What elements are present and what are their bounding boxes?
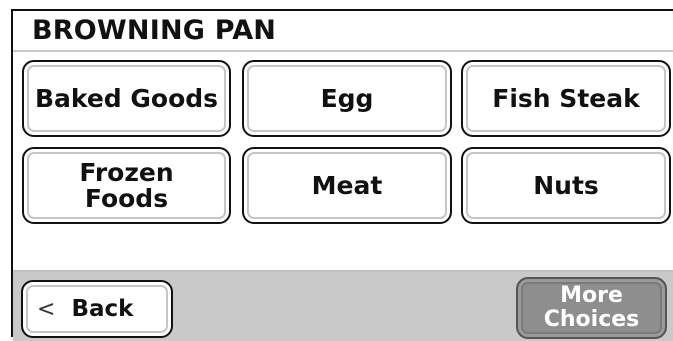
meat-label: Meat	[311, 170, 383, 200]
egg-label: Egg	[320, 83, 374, 113]
baked-goods-label: Baked Goods	[34, 83, 219, 113]
bottom-bar	[13, 270, 673, 341]
chevron-left-icon: <	[37, 296, 56, 322]
frozen-foods-label-line1: Frozen	[79, 157, 174, 187]
frozen-foods-label-line2: Foods	[84, 183, 169, 213]
frozen-foods-button[interactable]	[22, 147, 231, 224]
back-button[interactable]	[21, 280, 173, 338]
more-choices-label	[544, 284, 640, 332]
nuts-label: Nuts	[533, 170, 599, 200]
frozen-foods-label	[24, 157, 229, 213]
fish-steak-label: Fish Steak	[492, 83, 640, 113]
back-label: Back	[71, 296, 134, 322]
baked-goods-button[interactable]	[22, 60, 231, 137]
egg-button[interactable]	[242, 60, 452, 137]
meat-button[interactable]	[242, 147, 452, 224]
more-choices-label-line2: Choices	[543, 307, 640, 332]
fish-steak-button[interactable]	[461, 60, 671, 137]
page-title: BROWNING PAN	[32, 15, 277, 46]
more-choices-label-line1: More	[560, 283, 623, 308]
nuts-button[interactable]	[461, 147, 671, 224]
more-choices-button[interactable]	[516, 277, 667, 339]
food-category-grid	[13, 11, 673, 271]
browning-pan-screen	[11, 9, 673, 337]
